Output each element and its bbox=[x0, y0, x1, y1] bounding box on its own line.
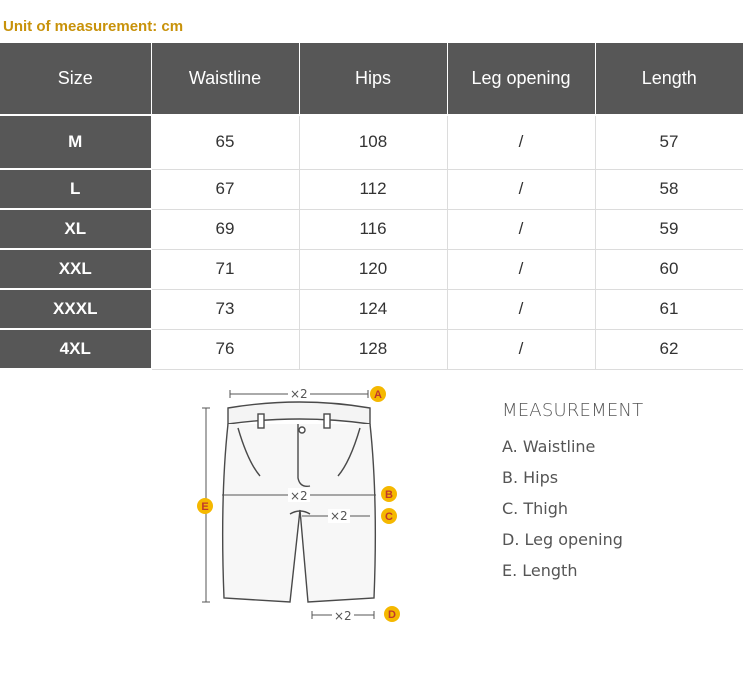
waistline-cell: 73 bbox=[151, 289, 299, 329]
length-cell: 59 bbox=[595, 209, 743, 249]
waistline-cell: 76 bbox=[151, 329, 299, 369]
length-cell: 62 bbox=[595, 329, 743, 369]
marker-a: A bbox=[374, 389, 382, 401]
shorts-measurement-diagram bbox=[190, 378, 420, 628]
unit-note: Unit of measurement: cm bbox=[3, 18, 184, 35]
multiplier-label: ×2 bbox=[290, 387, 308, 401]
size-cell: 4XL bbox=[0, 329, 151, 369]
size-cell: M bbox=[0, 115, 151, 169]
header-length: Length bbox=[595, 43, 743, 115]
size-cell: XL bbox=[0, 209, 151, 249]
size-cell: XXL bbox=[0, 249, 151, 289]
table-row bbox=[0, 329, 743, 369]
hips-cell: 128 bbox=[299, 329, 447, 369]
hips-cell: 112 bbox=[299, 169, 447, 209]
waistline-cell: 69 bbox=[151, 209, 299, 249]
size-chart-table bbox=[0, 43, 743, 370]
hips-cell: 108 bbox=[299, 115, 447, 169]
marker-d: D bbox=[388, 609, 396, 621]
size-cell: XXXL bbox=[0, 289, 151, 329]
marker-e: E bbox=[201, 501, 209, 513]
table-row bbox=[0, 115, 743, 169]
leg-opening-cell: / bbox=[447, 329, 595, 369]
length-cell: 61 bbox=[595, 289, 743, 329]
waistline-cell: 65 bbox=[151, 115, 299, 169]
header-size: Size bbox=[0, 43, 151, 115]
size-cell: L bbox=[0, 169, 151, 209]
legend-item-length: E. Length bbox=[502, 561, 578, 580]
multiplier-label: ×2 bbox=[334, 609, 352, 623]
table-header-row bbox=[0, 43, 743, 115]
length-cell: 60 bbox=[595, 249, 743, 289]
table-row bbox=[0, 209, 743, 249]
leg-opening-cell: / bbox=[447, 249, 595, 289]
leg-opening-cell: / bbox=[447, 169, 595, 209]
marker-b: B bbox=[385, 489, 393, 501]
legend-item-waistline: A. Waistline bbox=[502, 437, 596, 456]
hips-cell: 124 bbox=[299, 289, 447, 329]
header-hips: Hips bbox=[299, 43, 447, 115]
table-row bbox=[0, 249, 743, 289]
header-waistline: Waistline bbox=[151, 43, 299, 115]
waistline-cell: 71 bbox=[151, 249, 299, 289]
header-leg-opening: Leg opening bbox=[447, 43, 595, 115]
leg-opening-cell: / bbox=[447, 115, 595, 169]
marker-c: C bbox=[385, 511, 393, 523]
measurement-legend bbox=[502, 400, 643, 592]
hips-cell: 116 bbox=[299, 209, 447, 249]
table-row bbox=[0, 289, 743, 329]
hips-cell: 120 bbox=[299, 249, 447, 289]
length-cell: 57 bbox=[595, 115, 743, 169]
waistline-cell: 67 bbox=[151, 169, 299, 209]
multiplier-label: ×2 bbox=[330, 509, 348, 523]
legend-item-hips: B. Hips bbox=[502, 468, 559, 487]
leg-opening-cell: / bbox=[447, 209, 595, 249]
legend-item-leg-opening: D. Leg opening bbox=[502, 530, 623, 549]
table-row bbox=[0, 169, 743, 209]
multiplier-label: ×2 bbox=[290, 489, 308, 503]
legend-item-thigh: C. Thigh bbox=[502, 499, 568, 518]
length-cell: 58 bbox=[595, 169, 743, 209]
legend-title: MEASUREMENT bbox=[502, 400, 644, 421]
leg-opening-cell: / bbox=[447, 289, 595, 329]
